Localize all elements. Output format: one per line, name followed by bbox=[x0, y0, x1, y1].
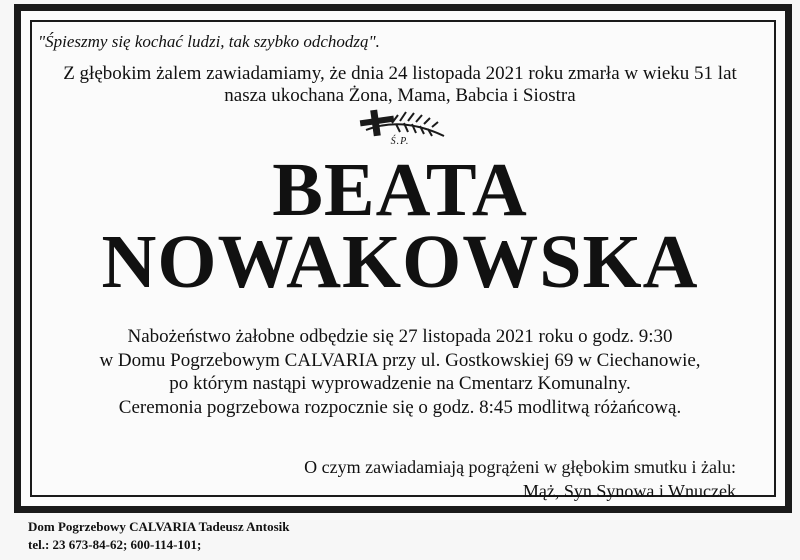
deceased-last-name: NOWAKOWSKA bbox=[101, 220, 699, 304]
announcement-line-2: nasza ukochana Żona, Mama, Babcia i Siostra bbox=[224, 85, 576, 106]
funeral-home-phone: tel.: 23 673-84-62; 600-114-101; bbox=[28, 537, 202, 552]
deceased-first-name: BEATA bbox=[272, 148, 528, 232]
memorial-quote: "Śpieszmy się kochać ludzi, tak szybko odchodzą". bbox=[38, 32, 380, 51]
announcement-line-1: Z głębokim żalem zawiadamiamy, że dnia 24 listopada 2021 roku zmarła w wieku 51 lat bbox=[63, 63, 737, 84]
ceremony-details bbox=[0, 325, 800, 419]
ceremony-line: Nabożeństwo żałobne odbędzie się 27 listopada 2021 roku o godz. 9:30 bbox=[127, 326, 673, 347]
closing-line: O czym zawiadamiają pogrążeni w głębokim smutku i żalu: bbox=[304, 457, 736, 477]
mourners-line: Mąż, Syn Synowa i Wnuczek bbox=[522, 481, 736, 501]
ceremony-line: po którym nastąpi wyprowadzenie na Cmentarz Komunalny. bbox=[169, 373, 631, 394]
ceremony-line: Ceremonia pogrzebowa rozpocznie się o godz. 8:45 modlitwą różańcową. bbox=[118, 396, 682, 418]
closing-block bbox=[304, 455, 736, 503]
funeral-home-footer bbox=[28, 518, 290, 554]
funeral-home-name: Dom Pogrzebowy CALVARIA Tadeusz Antosik bbox=[28, 519, 290, 534]
ceremony-line: w Domu Pogrzebowym CALVARIA przy ul. Gostkowskiej 69 w Ciechanowie, bbox=[99, 349, 701, 371]
sp-label: Ś.P. bbox=[390, 136, 410, 147]
